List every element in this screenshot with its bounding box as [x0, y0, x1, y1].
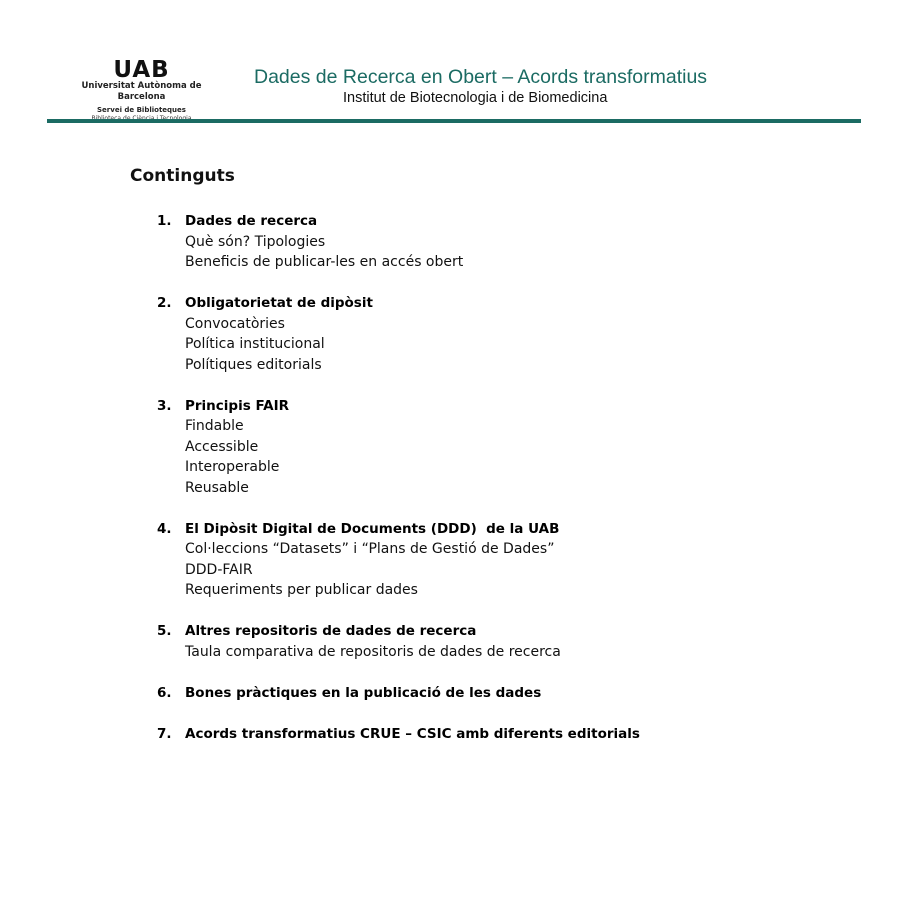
toc-item-number: 2.	[157, 295, 172, 311]
logo-university-name: Universitat Autònoma de Barcelona	[81, 81, 202, 102]
toc-subitem: Beneficis de publicar-les en accés obert	[185, 254, 464, 270]
toc-item-heading: Acords transformatius CRUE – CSIC amb diferents editorials	[185, 725, 640, 742]
toc-item	[0, 211, 909, 273]
toc-subitem: Política institucional	[185, 336, 325, 352]
toc-subitem: Què són? Tipologies	[185, 233, 326, 250]
toc-subitem: Requeriments per publicar dades	[185, 582, 418, 598]
page-header	[47, 56, 861, 126]
toc-item-number: 5.	[157, 623, 172, 639]
toc-item-heading: Obligatorietat de dipòsit	[185, 295, 373, 311]
toc-item-number: 1.	[157, 213, 172, 229]
toc-subitem: Taula comparativa de repositoris de dades de recerca	[185, 643, 561, 660]
toc-subitem: Accessible	[185, 438, 259, 455]
toc-item	[0, 683, 909, 704]
uab-logo	[59, 58, 224, 123]
toc-item	[0, 621, 909, 662]
logo-mark: UAB	[113, 57, 170, 83]
toc-subitem: DDD-FAIR	[185, 561, 253, 578]
toc-item-number: 7.	[157, 725, 172, 742]
toc-item	[0, 293, 909, 375]
toc-subitem: Interoperable	[185, 459, 280, 475]
toc-item-heading: Altres repositoris de dades de recerca	[185, 623, 477, 639]
document-subtitle: Institut de Biotecnologia i de Biomedicina	[343, 90, 608, 106]
toc-subitem: Polítiques editorials	[185, 356, 322, 373]
header-divider	[47, 119, 861, 123]
logo-service-name: Servei de Biblioteques	[97, 106, 186, 114]
toc-subitem: Col·leccions “Datasets” i “Plans de Gestió de Dades”	[185, 541, 555, 557]
toc-item-number: 6.	[157, 684, 172, 701]
contents-title: Continguts	[130, 166, 235, 186]
toc-item-heading: El Dipòsit Digital de Documents (DDD) de la UAB	[185, 520, 560, 537]
toc-item	[0, 724, 909, 745]
table-of-contents	[0, 211, 909, 765]
toc-item	[0, 396, 909, 499]
document-title: Dades de Recerca en Obert – Acords transformatius	[254, 66, 708, 88]
toc-item-heading: Principis FAIR	[185, 397, 289, 414]
toc-item-heading: Dades de recerca	[185, 213, 318, 229]
toc-subitem: Reusable	[185, 479, 249, 496]
toc-item-heading: Bones pràctiques en la publicació de les dades	[185, 684, 542, 701]
toc-subitem: Convocatòries	[185, 315, 285, 332]
toc-item-number: 4.	[157, 520, 172, 537]
toc-item-number: 3.	[157, 397, 172, 414]
toc-subitem: Findable	[185, 418, 244, 434]
toc-item	[0, 519, 909, 601]
